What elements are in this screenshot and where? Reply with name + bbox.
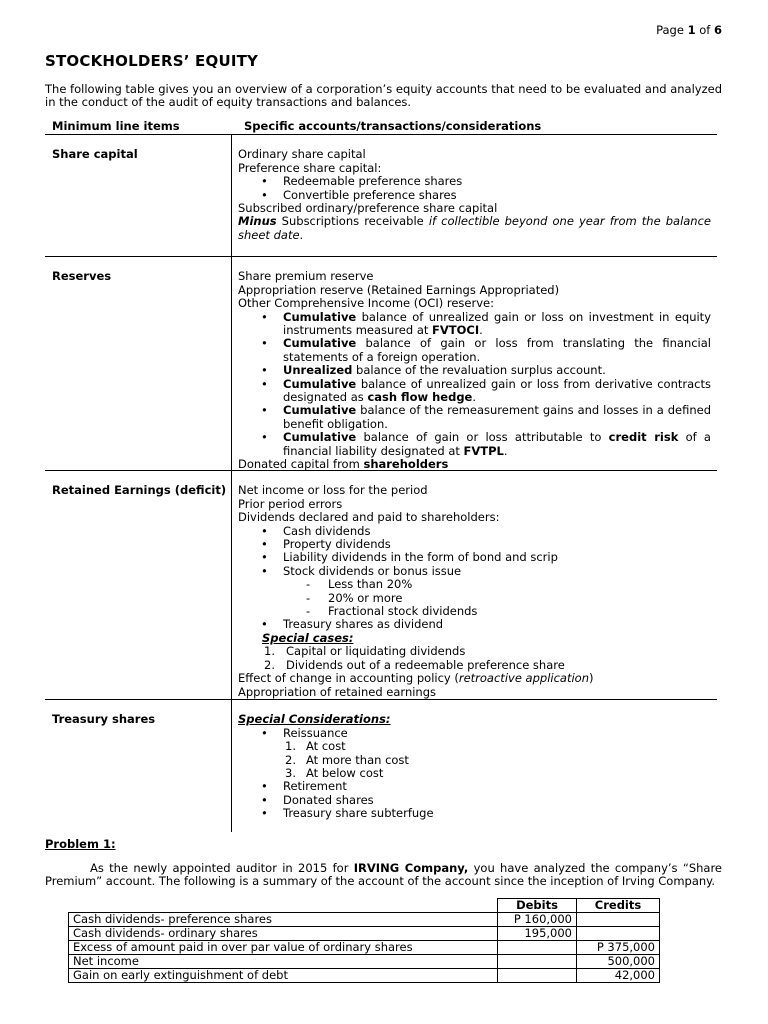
table-row: Excess of amount paid in over par value of ordinary shares P 375,000 [69,941,660,955]
row-details: Ordinary share capital Preference share capital: • Redeemable preference shares • Convertible preference shares Subscribed ordinary/preference share capital Minus Subscriptions receivable if collectible beyond one year from the balance sheet date. [231,135,717,256]
row-label: Treasury shares [52,712,156,727]
list-item: • Cumulative balance of gain or loss from translating the financial statements of a foreign operation. [238,337,711,364]
list-item: • Cumulative balance of the remeasurement gains and losses in a defined benefit obligation. [238,404,711,431]
numbered-item: 2. At more than cost [285,752,409,767]
numbered-item: 1. Capital or liquidating dividends [264,644,466,659]
table-row: Cash dividends- ordinary shares 195,000 [69,927,660,941]
list-item: • Redeemable preference shares [238,175,711,188]
header-debits: Debits [498,899,577,913]
table-row: Cash dividends- preference shares P 160,000 [69,913,660,927]
special-cases-heading: Special cases: [262,630,354,645]
row-label: Reserves [52,269,112,284]
row-reserves [45,257,717,471]
row-treasury-shares [45,700,717,832]
row-share-capital [45,135,717,257]
problem-paragraph: As the newly appointed auditor in 2015 for IRVING Company, you have analyzed the company’s “Share Premium” account. The following is a summary of the account of the account since the inception of Irving Company. [45,861,723,889]
page-number: Page 1 of 6 [656,23,722,37]
table-row: Gain on early extinguishment of debt 42,000 [69,969,660,983]
list-item: • Retirement [238,780,711,793]
numbered-item: 2. Dividends out of a redeemable preference share [264,657,565,672]
list-item: • Treasury share subterfuge [238,807,711,820]
special-considerations-heading: Special Considerations: [238,712,391,727]
intro-paragraph: The following table gives you an overview of a corporation’s equity accounts that need to be evaluated and analyzed in the conduct of the audit of equity transactions and balances. [45,82,722,110]
list-item: • Convertible preference shares [238,189,711,202]
list-item: • Unrealized balance of the revaluation surplus account. [238,364,711,377]
list-item: • Property dividends [238,538,711,551]
list-item: • Donated shares [238,794,711,807]
sub-list-item: - Fractional stock dividends [238,605,711,618]
overview-header-row [45,120,717,135]
table-header-row [69,899,660,913]
row-details: Net income or loss for the period Prior period errors Dividends declared and paid to shareholders: • Cash dividends • Property dividends • Liability dividends in the form of bond and scrip • Stock dividends or bonus issue - Less than 20% - 20% or more - Fractional stock dividends • Treasury shares as dividend Special cases: 1. Capital or liquidating dividends 2. Dividends out of a redeemable preference share Effect of change in accounting policy (retroactive application) Appropriation of retained earnings [231,471,717,699]
row-retained-earnings [45,471,717,700]
sub-list-item: - Less than 20% [238,578,711,591]
list-item: • Cumulative balance of unrealized gain or loss on investment in equity instruments measured at FVTOCI. [238,311,711,338]
numbered-item: 1. At cost [285,739,346,754]
list-item: • Treasury shares as dividend [238,618,711,631]
list-item: • Reissuance [238,727,711,740]
header-credits: Credits [577,899,660,913]
row-label: Share capital [52,147,138,162]
row-details: Share premium reserve Appropriation reserve (Retained Earnings Appropriated) Other Comprehensive Income (OCI) reserve: • Cumulative balance of unrealized gain or loss on investment in equity instruments measured at FVTOCI. • Cumulative balance of gain or loss from translating the financial statements of a foreign operation. • Unrealized balance of the revaluation surplus account. • Cumulative balance of unrealized gain or loss from derivative contracts designated as cash flow hedge. • Cumulative balance of the remeasurement gains and losses in a defined benefit obligation. • Cumulative balance of gain or loss attributable to credit risk of a financial liability designated at FVTPL. Donated capital from shareholders [231,257,717,470]
list-item: • Cash dividends [238,525,711,538]
share-premium-account-table [68,898,660,983]
numbered-item: 3. At below cost [285,766,384,781]
table-row: Net income 500,000 [69,955,660,969]
list-item: • Cumulative balance of gain or loss attributable to credit risk of a financial liability designated at FVTPL. [238,431,711,458]
equity-overview-table [45,120,717,832]
list-item: • Stock dividends or bonus issue [238,565,711,578]
header-specific-accounts: Specific accounts/transactions/considerations [244,119,542,133]
header-minimum-line-items: Minimum line items [52,119,180,133]
row-details [231,700,717,832]
problem-heading: Problem 1: [45,837,116,851]
list-item: • Cumulative balance of unrealized gain or loss from derivative contracts designated as cash flow hedge. [238,378,711,405]
row-label: Retained Earnings (deficit) [52,483,227,498]
document-title: STOCKHOLDERS’ EQUITY [45,52,259,70]
list-item: • Liability dividends in the form of bond and scrip [238,551,711,564]
sub-list-item: - 20% or more [238,592,711,605]
